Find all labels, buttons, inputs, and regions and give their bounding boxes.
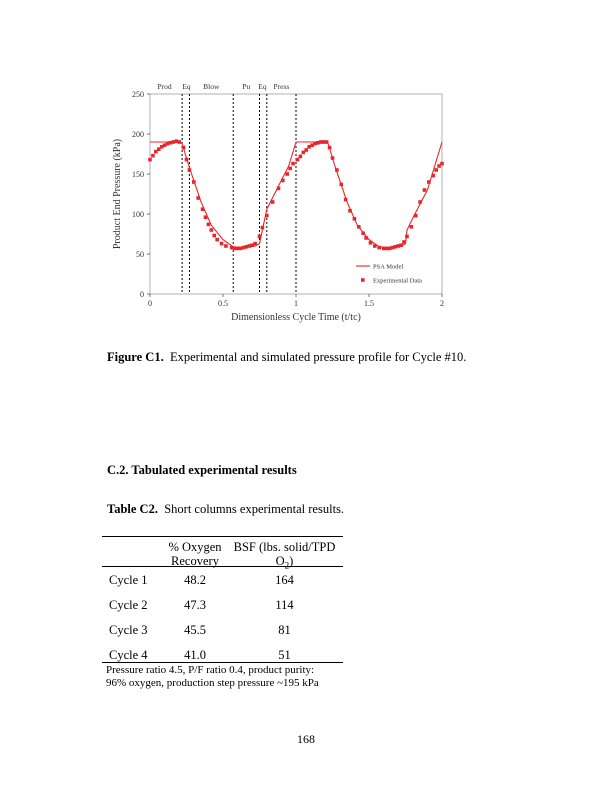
- data-point: [296, 158, 300, 162]
- data-point: [182, 146, 186, 150]
- data-point: [325, 140, 329, 144]
- table-row: [102, 573, 343, 587]
- data-point: [188, 168, 192, 172]
- page-number: 168: [297, 732, 315, 746]
- data-point: [328, 146, 332, 150]
- table-caption-text: Short columns experimental results.: [164, 502, 345, 516]
- data-point: [265, 214, 269, 218]
- figure-caption-text: Experimental and simulated pressure profile for Cycle #10.: [169, 350, 467, 364]
- data-point: [215, 238, 219, 242]
- data-point: [357, 225, 361, 229]
- table-mid-rule: [102, 566, 343, 567]
- table-note-line2: 96% oxygen, production step pressure ~195 kPa: [106, 677, 319, 689]
- data-point: [335, 168, 339, 172]
- table-top-rule: [102, 536, 343, 537]
- y-tick-label: 50: [136, 250, 144, 259]
- data-point: [291, 162, 295, 166]
- data-point: [224, 244, 228, 248]
- data-point: [148, 158, 152, 162]
- data-point: [434, 168, 438, 172]
- data-point: [377, 246, 381, 250]
- data-point: [277, 187, 281, 191]
- data-point: [185, 158, 189, 162]
- data-point: [364, 236, 368, 240]
- data-point: [427, 180, 431, 184]
- figure-caption: [107, 350, 466, 365]
- x-axis-label: Dimensionless Cycle Time (t/tc): [231, 312, 361, 323]
- header-bsf-paren: ): [289, 554, 294, 568]
- data-point: [348, 209, 352, 213]
- data-point: [204, 215, 208, 219]
- data-point: [373, 244, 377, 248]
- data-point: [431, 174, 435, 178]
- section-heading: C.2. Tabulated experimental results: [107, 463, 297, 477]
- header-bsf-o: O: [275, 554, 285, 568]
- header-bsf: [232, 540, 337, 573]
- data-point: [207, 223, 211, 227]
- data-point: [331, 156, 335, 160]
- data-point: [151, 154, 155, 158]
- x-tick-label: 2: [440, 299, 444, 308]
- data-point: [353, 217, 357, 221]
- step-label: Pu: [242, 82, 251, 91]
- row-label: Cycle 4: [109, 648, 148, 662]
- table-note: [106, 664, 346, 690]
- data-point: [402, 240, 406, 244]
- table-row: [102, 598, 343, 612]
- row-bsf: 81: [278, 623, 291, 637]
- step-label: Eq: [182, 82, 191, 91]
- y-tick-label: 150: [132, 170, 144, 179]
- step-label: Press: [273, 82, 290, 91]
- data-point: [196, 196, 200, 200]
- y-tick-label: 100: [132, 210, 144, 219]
- x-tick-label: 1.5: [364, 299, 374, 308]
- table-caption: [107, 502, 344, 517]
- data-point: [212, 234, 216, 238]
- row-label: Cycle 2: [109, 598, 148, 612]
- legend-data-label: Experimental Data: [373, 277, 422, 285]
- row-recovery: 47.3: [184, 598, 206, 612]
- data-point: [288, 167, 292, 171]
- data-point: [253, 242, 257, 246]
- x-tick-label: 1: [294, 299, 298, 308]
- data-point: [201, 207, 205, 211]
- data-point: [399, 243, 403, 247]
- data-point: [405, 235, 409, 239]
- y-tick-label: 250: [132, 90, 144, 99]
- row-bsf: 51: [278, 648, 291, 662]
- pressure-profile-chart: [100, 72, 460, 337]
- header-bsf-line2: [232, 554, 337, 573]
- y-tick-label: 0: [140, 290, 144, 299]
- data-point: [271, 200, 275, 204]
- data-point: [361, 231, 365, 235]
- x-tick-label: 0: [148, 299, 152, 308]
- row-recovery: 41.0: [184, 648, 206, 662]
- header-bsf-subscript: 2: [284, 560, 290, 571]
- row-label: Cycle 1: [109, 573, 148, 587]
- data-point: [414, 214, 418, 218]
- header-oxygen-recovery-line1: % Oxygen: [168, 540, 222, 554]
- y-axis-label: Product End Pressure (kPa): [112, 138, 123, 250]
- table-row: [102, 648, 343, 662]
- data-point: [344, 198, 348, 202]
- data-point: [339, 183, 343, 187]
- row-bsf: 164: [275, 573, 294, 587]
- y-tick-label: 200: [132, 130, 144, 139]
- step-label: Prod: [157, 82, 172, 91]
- plot-area: [112, 82, 444, 323]
- x-tick-label: 0.5: [218, 299, 228, 308]
- table-row: [102, 623, 343, 637]
- data-point: [423, 188, 427, 192]
- header-bsf-line1: BSF (lbs. solid/TPD: [233, 540, 336, 554]
- table-caption-label: Table C2.: [107, 502, 158, 516]
- table-bottom-rule: [102, 662, 343, 663]
- data-point: [220, 242, 224, 246]
- data-point: [258, 235, 262, 239]
- data-point: [261, 226, 265, 230]
- step-label: Blow: [203, 82, 220, 91]
- data-point: [369, 241, 373, 245]
- data-point: [418, 200, 422, 204]
- data-point: [177, 140, 181, 144]
- data-point: [281, 179, 285, 183]
- row-recovery: 48.2: [184, 573, 206, 587]
- legend-model-label: PSA Model: [373, 263, 404, 271]
- data-point: [299, 155, 303, 159]
- data-point: [304, 148, 308, 152]
- header-oxygen-recovery: [160, 540, 230, 568]
- step-label: Eq: [258, 82, 267, 91]
- table-note-line1: Pressure ratio 4.5, P/F ratio 0.4, product purity:: [106, 664, 315, 676]
- figure-caption-label: Figure C1.: [107, 350, 164, 364]
- data-point: [440, 162, 444, 166]
- data-point: [285, 172, 289, 176]
- data-point: [192, 180, 196, 184]
- legend-data-swatch: [361, 278, 365, 282]
- data-point: [210, 228, 214, 232]
- row-bsf: 114: [275, 598, 294, 612]
- row-label: Cycle 3: [109, 623, 148, 637]
- header-oxygen-recovery-line2: Recovery: [171, 554, 219, 568]
- row-recovery: 45.5: [184, 623, 206, 637]
- data-point: [410, 225, 414, 229]
